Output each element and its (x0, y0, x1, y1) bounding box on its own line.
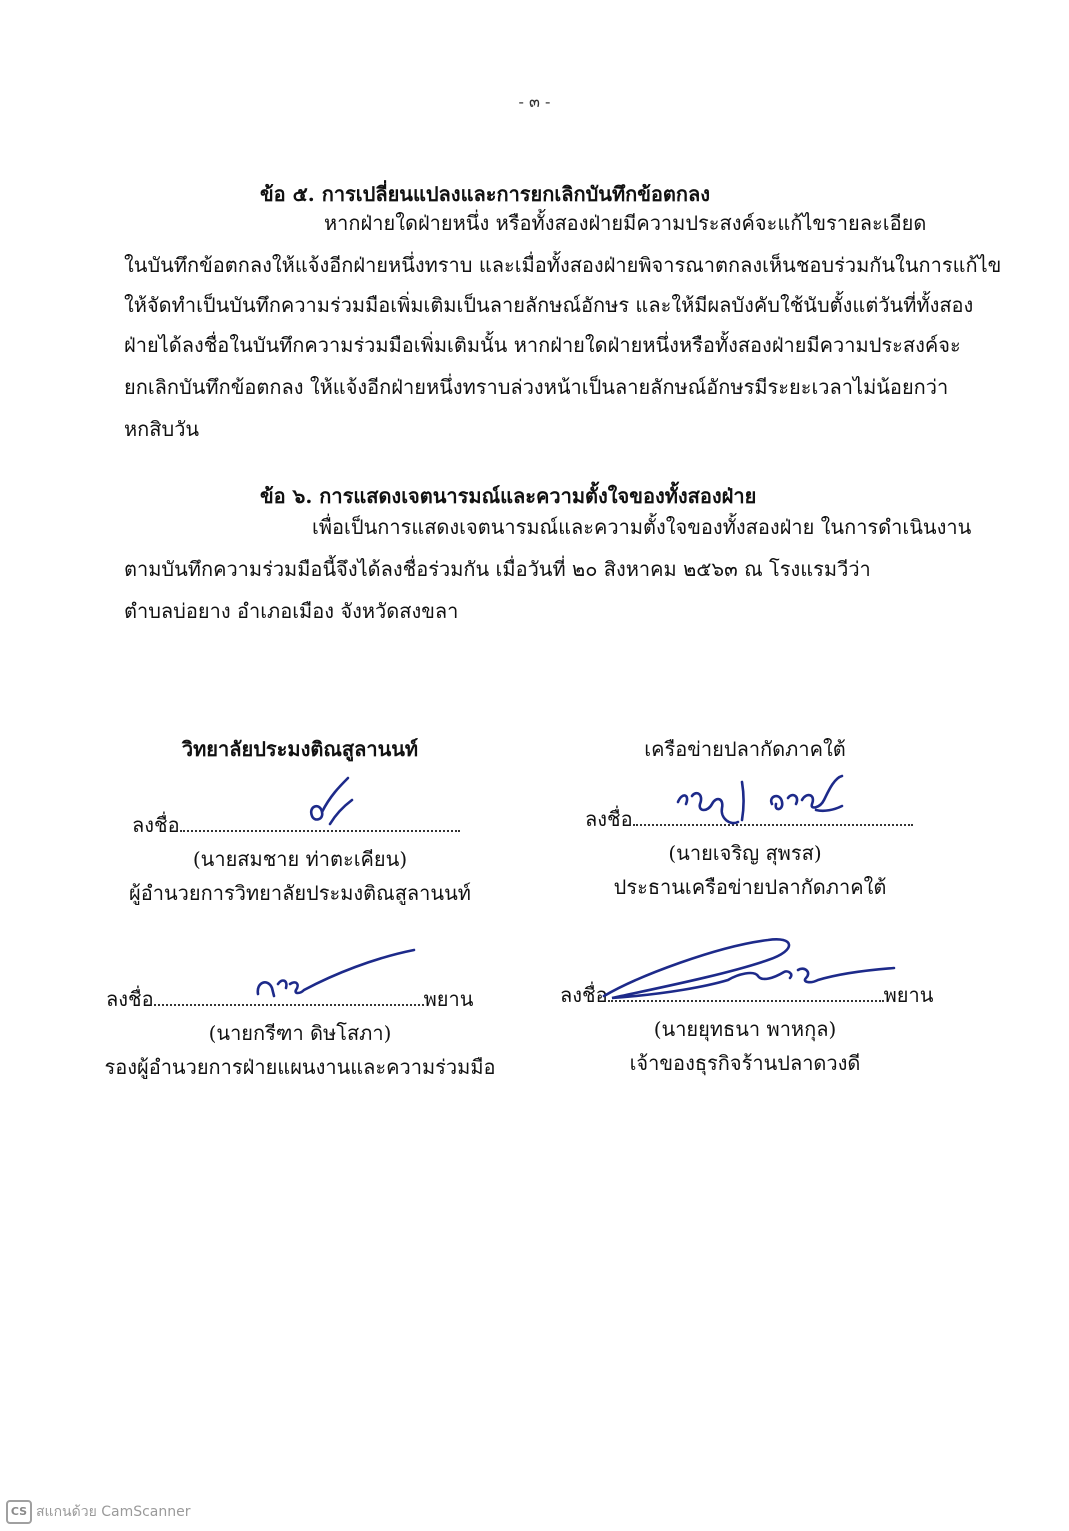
right-signer-title: ประธานเครือข่ายปลากัดภาคใต้ (613, 875, 887, 899)
right-signer-name: (นายเจริญ สุพรส) (668, 841, 822, 865)
right-org-title: เครือข่ายปลากัดภาคใต้ (644, 737, 846, 761)
section6-line-1: เพื่อเป็นการแสดงเจตนารมณ์และความตั้งใจของทั้งสองฝ่าย ในการดำเนินงาน (312, 515, 972, 539)
sign-label: ลงชื่อ (132, 813, 180, 837)
left-sign-line (132, 812, 460, 838)
sign-label: ลงชื่อ (106, 987, 154, 1011)
section6-heading: ข้อ ๖. การแสดงเจตนารมณ์และความตั้งใจของทั้งสองฝ่าย (260, 484, 757, 508)
section5-heading: ข้อ ๕. การเปลี่ยนแปลงและการยกเลิกบันทึกข้อตกลง (260, 182, 711, 206)
camscanner-text: สแกนด้วย CamScanner (36, 1504, 191, 1520)
section5-line-2: ในบันทึกข้อตกลงให้แจ้งอีกฝ่ายหนึ่งทราบ และเมื่อทั้งสองฝ่ายพิจารณาตกลงเห็นชอบร่วมกันในการแก้ไข (124, 253, 1002, 277)
section5-line-6: หกสิบวัน (124, 417, 200, 441)
camscanner-footer (6, 1500, 191, 1524)
sign-label: ลงชื่อ (585, 807, 633, 831)
section6-line-2: ตามบันทึกความร่วมมือนี้จึงได้ลงชื่อร่วมกัน เมื่อวันที่ ๒๐ สิงหาคม ๒๕๖๓ ณ โรงแรมวีว่า (124, 557, 871, 581)
left-signer-name: (นายสมชาย ท่าตะเคียน) (192, 847, 408, 871)
camscanner-logo-icon: CS (6, 1500, 32, 1524)
left-witness-title: รองผู้อำนวยการฝ่ายแผนงานและความร่วมมือ (104, 1055, 496, 1079)
left-signer-title: ผู้อำนวยการวิทยาลัยประมงติณสูลานนท์ (129, 881, 471, 905)
witness-label: พยาน (423, 987, 474, 1011)
right-witness-title: เจ้าของธุรกิจร้านปลาดวงดี (629, 1051, 861, 1075)
section5-line-4: ฝ่ายได้ลงชื่อในบันทึกความร่วมมือเพิ่มเติมนั้น หากฝ่ายใดฝ่ายหนึ่งหรือทั้งสองฝ่ายมีความประสงค์จะ (124, 333, 961, 357)
left-witness-name: (นายกรีฑา ดิษโสภา) (208, 1021, 392, 1045)
section5-line-1: หากฝ่ายใดฝ่ายหนึ่ง หรือทั้งสองฝ่ายมีความประสงค์จะแก้ไขรายละเอียด (324, 211, 927, 235)
signature-mark-right-signer (672, 774, 852, 830)
signature-mark-right-witness (598, 936, 898, 1006)
witness-label: พยาน (883, 983, 934, 1007)
right-witness-name: (นายยุทธนา พาหกุล) (653, 1017, 837, 1041)
sign-label: ลงชื่อ (560, 983, 608, 1007)
left-org-title: วิทยาลัยประมงติณสูลานนท์ (181, 737, 419, 761)
page-number: - ๓ - (518, 92, 551, 111)
section5-line-5: ยกเลิกบันทึกข้อตกลง ให้แจ้งอีกฝ่ายหนึ่งทราบล่วงหน้าเป็นลายลักษณ์อักษรมีระยะเวลาไม่น้อยกว่า (124, 375, 949, 399)
section5-line-3: ให้จัดทำเป็นบันทึกความร่วมมือเพิ่มเติมเป็นลายลักษณ์อักษร และให้มีผลบังคับใช้นับตั้งแต่วันที่ทั้งสอง (124, 293, 974, 317)
signature-mark-left-signer (300, 776, 360, 832)
section6-line-3: ตำบลบ่อยาง อำเภอเมือง จังหวัดสงขลา (124, 599, 459, 623)
signature-mark-left-witness (254, 944, 418, 1004)
